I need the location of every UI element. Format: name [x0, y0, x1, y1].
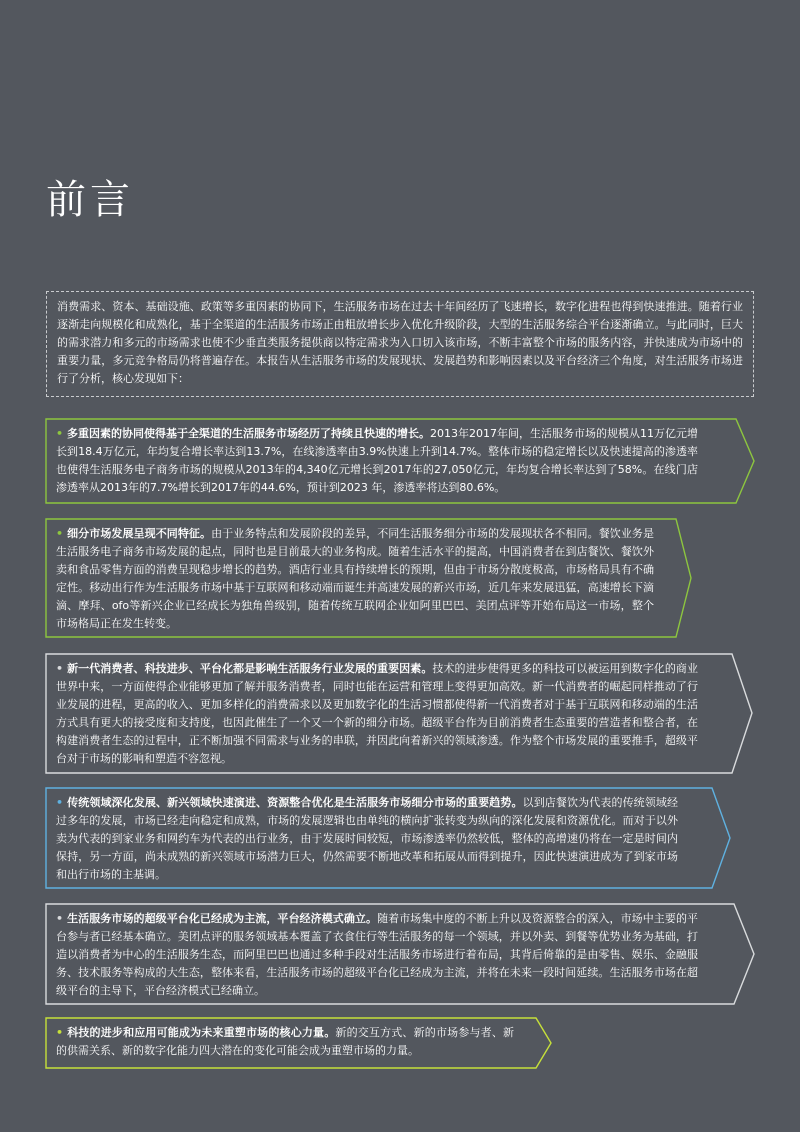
page-title: 前言 [46, 177, 134, 223]
bullet-marker: • [56, 912, 64, 925]
finding-body: 由于业务特点和发展阶段的差异，不同生活服务细分市场的发展现状各不相同。餐饮业务是生活服务电子商务市场发展的起点，同时也是目前最大的业务构成。随着生活水平的提高，中国消费者在到店餐饮、餐饮外卖和食品零售方面的消费呈现稳步增长的趋势。酒店行业具有持续增长的预期，但由于市场分散度极高，市场格局具有不确定性。移动出行作为生活服务市场中基于互联网和移动端而诞生并高速发展的新兴市场，近几年来发展迅猛，高速增长下滴滴、摩拜、ofo等新兴企业已经成长为独角兽级别，随着传统互联网企业如阿里巴巴、美团点评等开始布局这一市场，整个市场格局正在发生转变。 [56, 527, 655, 630]
bullet-marker: • [56, 527, 64, 540]
bullet-marker: • [56, 427, 64, 440]
finding-lead: 传统领域深化发展、新兴领域快速演进、资源整合优化是生活服务市场细分市场的重要趋势。 [67, 796, 523, 809]
finding-box-trends [46, 788, 754, 888]
intro-paragraph: 消费需求、资本、基础设施、政策等多重因素的协同下，生活服务市场在过去十年间经历了飞速增长，数字化进程也得到快速推进。随着行业逐渐走向规模化和成熟化，基于全渠道的生活服务市场正由粗放增长步入优化升级阶段，大型的生活服务综合平台逐渐确立。与此同时，巨大的需求潜力和多元的市场需求也使不少垂直类服务提供商以特定需求为入口切入该市场，不断丰富整个市场的服务内容，并快速成为市场中的重要力量，多元竞争格局仍将普遍存在。本报告从生活服务市场的发展现状、发展趋势和影响因素以及平台经济三个角度，对生活服务市场进行了分析，核心发现如下： [46, 291, 754, 397]
finding-box-factors [46, 654, 754, 773]
finding-box-technology [46, 1018, 754, 1068]
finding-lead: 新一代消费者、科技进步、平台化都是影响生活服务行业发展的重要因素。 [67, 662, 433, 675]
finding-lead: 生活服务市场的超级平台化已经成为主流，平台经济模式确立。 [67, 912, 378, 925]
finding-body: 技术的进步使得更多的科技可以被运用到数字化的商业世界中来，一方面使得企业能够更加了解并服务消费者，同时也能在运营和管理上变得更加高效。新一代消费者的崛起同样推动了行业发展的进程，更高的收入、更加多样化的消费需求以及更加数字化的生活习惯都使得新一代消费者对于基于互联网和移动端的生活方式具有更大的接受度和支持度，也因此催生了一个又一个新的细分市场。超级平台作为目前消费者生态重要的营造者和整合者，在构建消费者生态的过程中，正不断加强不同需求与业务的串联，并因此向着新兴的领域渗透。作为整个市场发展的重要推手，超级平台对于市场的影响和塑造不容忽视。 [56, 662, 699, 765]
finding-body: 随着市场集中度的不断上升以及资源整合的深入，市场中主要的平台参与者已经基本确立。美团点评的服务领域基本覆盖了衣食住行等生活服务的每一个领域，并以外卖、到餐等优势业务为基础，打造以消费者为中心的生活服务生态，而阿里巴巴也通过多种手段对生活服务市场进行着布局，其背后倚靠的是由零售、娱乐、金融服务、技术服务等构成的大生态，整体来看，生活服务市场的超级平台化已经成为主流，并将在未来一段时间延续。生活服务市场在超级平台的主导下，平台经济模式已经确立。 [56, 912, 699, 997]
bullet-marker: • [56, 796, 64, 809]
finding-lead: 多重因素的协同使得基于全渠道的生活服务市场经历了持续且快速的增长。 [67, 427, 431, 440]
finding-body: 新的交互方式、新的市场参与者、新的供需关系、新的数字化能力四大潜在的变化可能会成为重塑市场的力量。 [56, 1026, 515, 1057]
finding-box-platform [46, 904, 754, 1004]
finding-body: 以到店餐饮为代表的传统领域经过多年的发展，市场已经走向稳定和成熟，市场的发展逻辑也由单纯的横向扩张转变为纵向的深化发展和资源优化。而对于以外卖为代表的到家业务和网约车为代表的出行业务，由于发展时间较短，市场渗透率仍然较低，整体的高增速仍将在一定是时间内保持，另一方面，尚未成熟的新兴领域市场潜力巨大，仍然需要不断地改革和拓展从而得到提升，因此快速演进成为了到家市场和出行市场的主基调。 [56, 796, 679, 881]
bullet-marker: • [56, 662, 64, 675]
finding-lead: 细分市场发展呈现不同特征。 [67, 527, 212, 540]
finding-box-growth [46, 419, 754, 503]
bullet-marker: • [56, 1026, 64, 1039]
finding-box-segments [46, 519, 754, 637]
finding-lead: 科技的进步和应用可能成为未来重塑市场的核心力量。 [67, 1026, 336, 1039]
finding-body: 2013年2017年间，生活服务市场的规模从11万亿元增长到18.4万亿元，年均复合增长率达到13.7%，在线渗透率由3.9%快速上升到14.7%。整体市场的稳定增长以及快速提高的渗透率也使得生活服务电子商务市场的规模从2013年的4,340亿元增长到2017年的27,050亿元，年均复合增长率达到了58%。在线门店渗透率从2013年的7.7%增长到2017年的44.6%，预计到2023 年，渗透率将达到80.6%。 [56, 427, 699, 494]
